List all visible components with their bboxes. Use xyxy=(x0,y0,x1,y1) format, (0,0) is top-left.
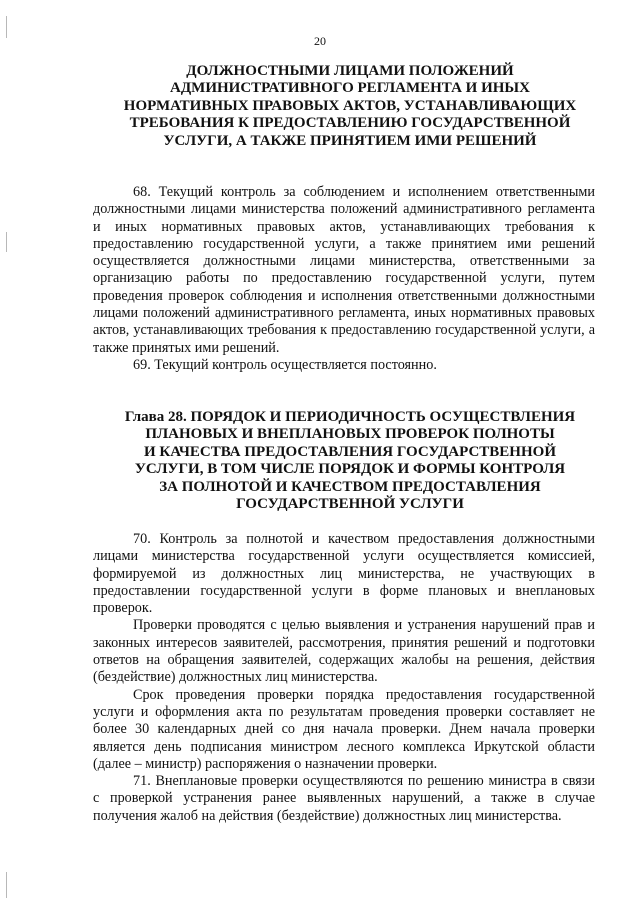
chapter-title-line: ЗА ПОЛНОТОЙ И КАЧЕСТВОМ ПРЕДОСТАВЛЕНИЯ xyxy=(159,478,541,495)
section-title-line: ДОЛЖНОСТНЫМИ ЛИЦАМИ ПОЛОЖЕНИЙ xyxy=(186,63,514,79)
paragraph-71: 71. Внеплановые проверки осуществляются по решению министра в связи с проверкой устранения ранее выявленных нарушений, а также в случае получения жалоб на действия (бездействие) должностных лиц министерства. xyxy=(93,773,595,824)
paragraph-68: 68. Текущий контроль за соблюдением и исполнением ответственными должностными лицами министерства положений административного регламента и иных нормативных правовых актов, устанавливающих требования к предоставлению государственной услуги, а также принятием ими решений осуществляется должностными лицами министерства, ответственными за организацию работы по предоставлению государственной услуги, путем проведения проверок соблюдения и исполнения ответственными должностными лицами положений административного регламента, иных нормативных правовых актов, устанавливающих требования к предоставлению государственной услуги, а также принятых ими решений. xyxy=(93,184,595,356)
paragraphs-block-2 xyxy=(93,531,595,825)
section-title-line: ТРЕБОВАНИЯ К ПРЕДОСТАВЛЕНИЮ ГОСУДАРСТВЕННОЙ xyxy=(129,115,571,132)
paragraph-70: 70. Контроль за полнотой и качеством предоставления должностными лицами министерства государственной услуги осуществляется комиссией, формируемой из должностных лиц министерства, не участвующих в предоставлении государственной услуги в форме плановых и внеплановых проверок. xyxy=(93,531,595,617)
section-title-line: АДМИНИСТРАТИВНОГО РЕГЛАМЕНТА И ИНЫХ xyxy=(170,80,530,97)
chapter-title-line: И КАЧЕСТВА ПРЕДОСТАВЛЕНИЯ ГОСУДАРСТВЕННОЙ xyxy=(144,443,556,460)
chapter-title-line: ПЛАНОВЫХ И ВНЕПЛАНОВЫХ ПРОВЕРОК ПОЛНОТЫ xyxy=(145,426,555,443)
section-title xyxy=(100,63,600,150)
paragraph-69: 69. Текущий контроль осуществляется постоянно. xyxy=(133,356,437,373)
page-number: 20 xyxy=(314,34,326,48)
section-title-line: УСЛУГИ, А ТАКЖЕ ПРИНЯТИЕМ ИМИ РЕШЕНИЙ xyxy=(163,132,537,149)
scan-edge-mark-bottom xyxy=(6,872,7,898)
chapter-title-line: Глава 28. ПОРЯДОК И ПЕРИОДИЧНОСТЬ ОСУЩЕСТВЛЕНИЯ xyxy=(124,409,576,425)
paragraph-check-duration: Срок проведения проверки порядка предоставления государственной услуги и оформления акта по результатам проведения проверки составляет не более 30 календарных дней со дня начала проверки. Днем начала проверки является день подписания министром лесного комплекса Иркутской области (далее – министр) распоряжения о назначении проверки. xyxy=(93,686,595,772)
paragraph-checks-purpose: Проверки проводятся с целью выявления и устранения нарушений прав и законных интересов заявителей, рассмотрения, принятия решений и подготовки ответов на обращения заявителей, содержащих жалобы на решения, действия (бездействие) должностных лиц министерства. xyxy=(93,617,595,686)
section-title-line: НОРМАТИВНЫХ ПРАВОВЫХ АКТОВ, УСТАНАВЛИВАЮЩИХ xyxy=(123,97,577,114)
scan-edge-mark-middle xyxy=(6,232,7,252)
chapter-title-line: УСЛУГИ, В ТОМ ЧИСЛЕ ПОРЯДОК И ФОРМЫ КОНТРОЛЯ xyxy=(134,461,566,478)
chapter-title xyxy=(100,409,600,513)
chapter-title-line: ГОСУДАРСТВЕННОЙ УСЛУГИ xyxy=(236,496,464,513)
paragraphs-block-1 xyxy=(93,184,595,374)
